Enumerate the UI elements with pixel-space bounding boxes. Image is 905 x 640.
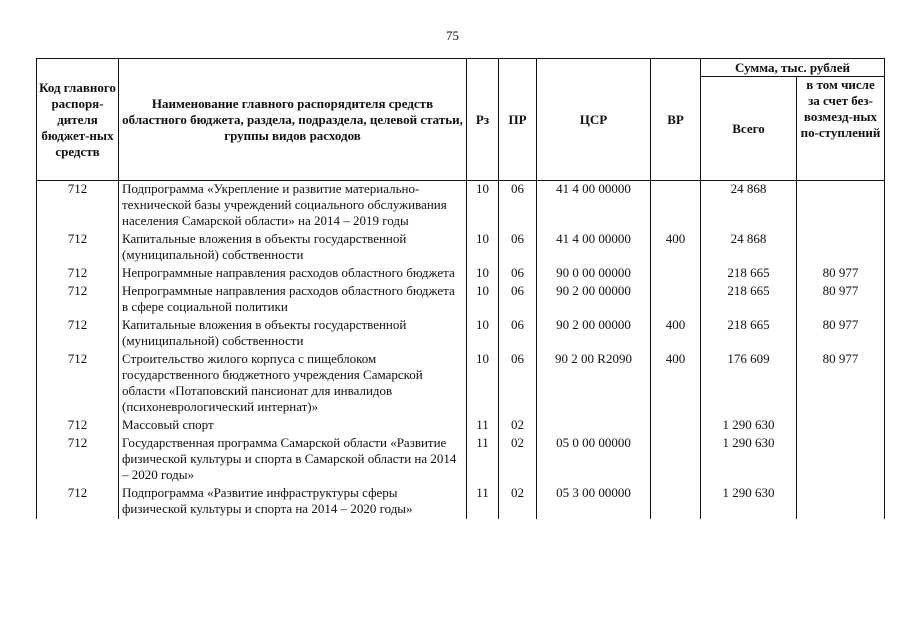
table-row — [37, 265, 885, 283]
cell-pr: 06 — [499, 265, 537, 283]
cell-csr: 90 2 00 R2090 — [537, 351, 651, 417]
cell-rz: 10 — [467, 181, 499, 232]
cell-csr — [537, 417, 651, 435]
cell-total: 218 665 — [701, 317, 797, 351]
cell-code: 712 — [37, 485, 119, 519]
table-row — [37, 485, 885, 519]
table-row — [37, 417, 885, 435]
header-total: Всего — [701, 77, 797, 181]
cell-rz: 10 — [467, 317, 499, 351]
cell-total: 1 290 630 — [701, 417, 797, 435]
cell-vr — [651, 435, 701, 485]
cell-csr: 05 0 00 00000 — [537, 435, 651, 485]
cell-code: 712 — [37, 283, 119, 317]
cell-rz: 10 — [467, 265, 499, 283]
header-pr: ПР — [499, 59, 537, 181]
cell-pr: 06 — [499, 181, 537, 232]
cell-name: Подпрограмма «Укрепление и развитие материально-технической базы учреждений социального обслуживания населения Самарской области» на 2014 – 2019 годы — [119, 181, 467, 232]
cell-total: 218 665 — [701, 265, 797, 283]
cell-pr: 06 — [499, 231, 537, 265]
cell-total: 1 290 630 — [701, 485, 797, 519]
cell-vr: 400 — [651, 351, 701, 417]
table-row — [37, 181, 885, 232]
cell-vr: 400 — [651, 231, 701, 265]
header-sum-group: Сумма, тыс. рублей — [701, 59, 885, 77]
header-free-receipts: в том числе за счет без-возмезд-ных по-ступлений — [797, 77, 885, 181]
cell-pr: 06 — [499, 351, 537, 417]
cell-code: 712 — [37, 351, 119, 417]
header-name: Наименование главного распорядителя средств областного бюджета, раздела, подраздела, целевой статьи, группы видов расходов — [119, 59, 467, 181]
table-row — [37, 231, 885, 265]
cell-vr — [651, 265, 701, 283]
cell-free-receipts — [797, 231, 885, 265]
table-row — [37, 435, 885, 485]
cell-name: Массовый спорт — [119, 417, 467, 435]
table-row — [37, 283, 885, 317]
cell-name: Капитальные вложения в объекты государственной (муниципальной) собственности — [119, 317, 467, 351]
cell-code: 712 — [37, 435, 119, 485]
cell-free-receipts: 80 977 — [797, 265, 885, 283]
table-row — [37, 351, 885, 417]
table-row — [37, 317, 885, 351]
cell-rz: 10 — [467, 283, 499, 317]
cell-free-receipts — [797, 417, 885, 435]
cell-rz: 11 — [467, 485, 499, 519]
cell-total: 218 665 — [701, 283, 797, 317]
cell-rz: 11 — [467, 417, 499, 435]
cell-code: 712 — [37, 181, 119, 232]
cell-free-receipts — [797, 485, 885, 519]
cell-total: 24 868 — [701, 231, 797, 265]
cell-rz: 10 — [467, 231, 499, 265]
cell-name: Непрограммные направления расходов областного бюджета — [119, 265, 467, 283]
cell-vr — [651, 283, 701, 317]
cell-name: Строительство жилого корпуса с пищеблоком государственного бюджетного учреждения Самарской области «Потаповский пансионат для инвалидов (психоневрологический интернат)» — [119, 351, 467, 417]
cell-name: Капитальные вложения в объекты государственной (муниципальной) собственности — [119, 231, 467, 265]
cell-name: Непрограммные направления расходов областного бюджета в сфере социальной политики — [119, 283, 467, 317]
cell-code: 712 — [37, 417, 119, 435]
cell-free-receipts: 80 977 — [797, 351, 885, 417]
cell-free-receipts — [797, 181, 885, 232]
cell-csr: 90 0 00 00000 — [537, 265, 651, 283]
cell-csr: 05 3 00 00000 — [537, 485, 651, 519]
cell-vr — [651, 485, 701, 519]
header-code: Код главного распоря-дителя бюджет-ных средств — [37, 59, 119, 181]
cell-csr: 41 4 00 00000 — [537, 181, 651, 232]
cell-total: 1 290 630 — [701, 435, 797, 485]
budget-table — [36, 58, 885, 519]
cell-csr: 41 4 00 00000 — [537, 231, 651, 265]
cell-free-receipts: 80 977 — [797, 317, 885, 351]
cell-pr: 02 — [499, 417, 537, 435]
cell-code: 712 — [37, 265, 119, 283]
cell-rz: 11 — [467, 435, 499, 485]
cell-free-receipts: 80 977 — [797, 283, 885, 317]
cell-total: 24 868 — [701, 181, 797, 232]
cell-pr: 06 — [499, 317, 537, 351]
cell-vr — [651, 417, 701, 435]
cell-rz: 10 — [467, 351, 499, 417]
page-number: 75 — [446, 28, 459, 43]
header-rz: Рз — [467, 59, 499, 181]
cell-pr: 06 — [499, 283, 537, 317]
cell-code: 712 — [37, 231, 119, 265]
cell-pr: 02 — [499, 435, 537, 485]
cell-vr: 400 — [651, 317, 701, 351]
cell-total: 176 609 — [701, 351, 797, 417]
cell-name: Подпрограмма «Развитие инфраструктуры сферы физической культуры и спорта на 2014 – 2020 годы» — [119, 485, 467, 519]
cell-code: 712 — [37, 317, 119, 351]
cell-free-receipts — [797, 435, 885, 485]
cell-csr: 90 2 00 00000 — [537, 283, 651, 317]
header-vr: ВР — [651, 59, 701, 181]
cell-pr: 02 — [499, 485, 537, 519]
cell-name: Государственная программа Самарской области «Развитие физической культуры и спорта в Самарской области на 2014 – 2020 годы» — [119, 435, 467, 485]
header-csr: ЦСР — [537, 59, 651, 181]
cell-csr: 90 2 00 00000 — [537, 317, 651, 351]
cell-vr — [651, 181, 701, 232]
